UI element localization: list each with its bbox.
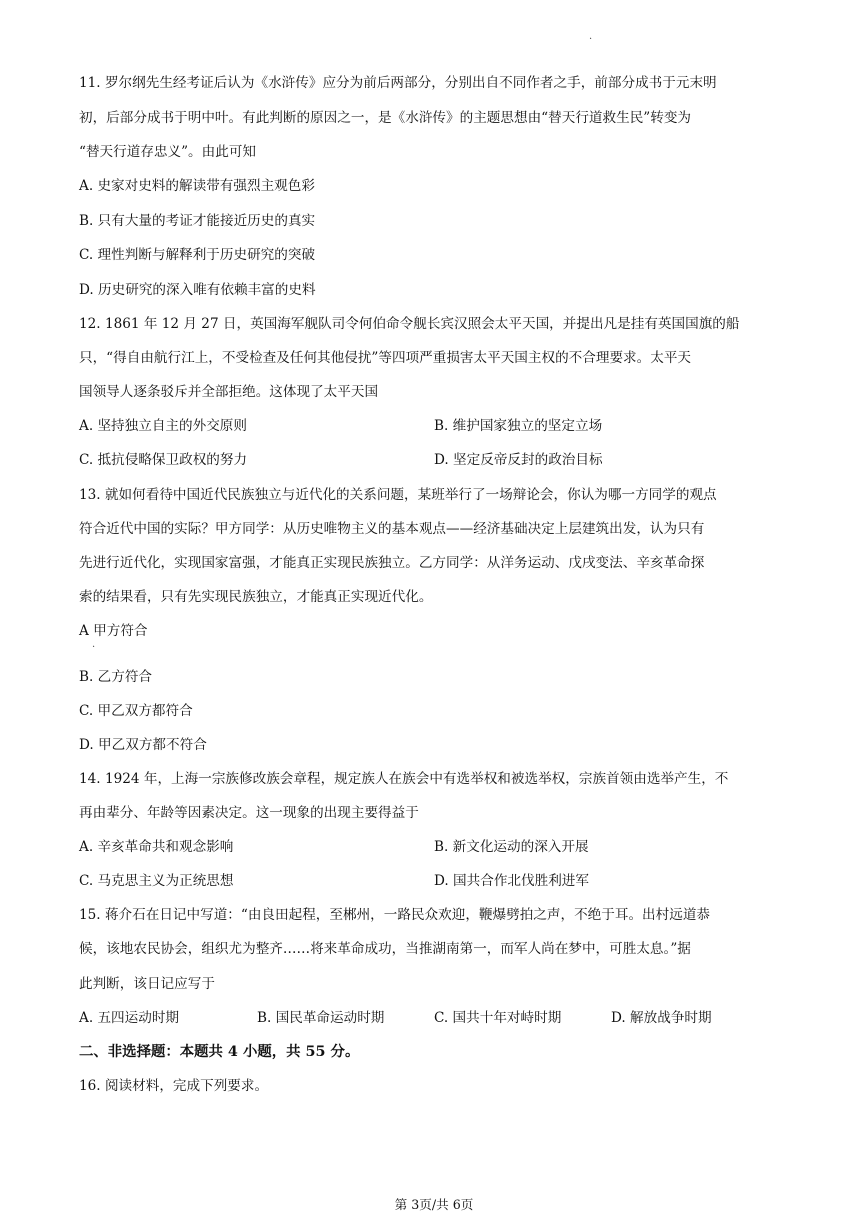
section-heading: 二、非选择题：本题共 4 小题，共 55 分。 bbox=[79, 1043, 360, 1060]
option-a: A 甲方符合 bbox=[79, 623, 148, 639]
question-text-line: 13. 就如何看待中国近代民族独立与近代化的关系问题，某班举行了一场辩论会，你认为哪一方同学的观点 bbox=[79, 487, 717, 503]
option-d: D. 历史研究的深入唯有依赖丰富的史料 bbox=[79, 282, 316, 298]
option-c: C. 甲乙双方都符合 bbox=[79, 703, 193, 719]
option-d: D. 甲乙双方都不符合 bbox=[79, 737, 207, 753]
question-text-line: 符合近代中国的实际？甲方同学：从历史唯物主义的基本观点——经济基础决定上层建筑出发，认为只有 bbox=[79, 521, 705, 537]
question-text-line: 候，该地农民协会，组织尤为整齐……将来革命成功，当推湖南第一，而军人尚在梦中，可胜太息。”据 bbox=[79, 941, 691, 957]
option-c: C. 国共十年对峙时期 bbox=[434, 1010, 562, 1026]
question-text-line: “替天行道存忠义”。由此可知 bbox=[79, 144, 257, 160]
page-footer: 第 3页/共 6页 bbox=[394, 1197, 474, 1212]
option-b: B. 乙方符合 bbox=[79, 669, 153, 685]
question-text-line: 先进行近代化，实现国家富强，才能真正实现民族独立。乙方同学：从洋务运动、戊戌变法、辛亥革命探 bbox=[79, 555, 705, 571]
question-text-line: 只，“得自由航行江上，不受检查及任何其他侵扰”等四项严重损害太平天国主权的不合理要求。太平天 bbox=[79, 350, 692, 366]
option-d: D. 解放战争时期 bbox=[611, 1010, 712, 1026]
scan-dot: · bbox=[92, 642, 96, 653]
question-16-text: 16. 阅读材料，完成下列要求。 bbox=[79, 1078, 269, 1094]
option-b: B. 新文化运动的深入开展 bbox=[434, 839, 589, 855]
question-text-line: 14. 1924 年，上海一宗族修改族会章程，规定族人在族会中有选举权和被选举权，宗族首领由选举产生，不 bbox=[79, 771, 729, 787]
question-text-line: 15. 蒋介石在日记中写道：“由良田起程，至郴州，一路民众欢迎，鞭爆劈拍之声，不绝于耳。出村远道恭 bbox=[79, 907, 711, 923]
option-d: D. 国共合作北伐胜利进军 bbox=[434, 873, 589, 889]
option-a: A. 辛亥革命共和观念影响 bbox=[79, 839, 234, 855]
option-c: C. 理性判断与解释利于历史研究的突破 bbox=[79, 247, 316, 263]
question-text-line: 索的结果看，只有先实现民族独立，才能真正实现近代化。 bbox=[79, 589, 433, 605]
option-d: D. 坚定反帝反封的政治目标 bbox=[434, 452, 603, 468]
question-text-line: 11. 罗尔纲先生经考证后认为《水浒传》应分为前后两部分，分别出自不同作者之手，前部分成书于元末明 bbox=[79, 75, 717, 91]
option-a: A. 坚持独立自主的外交原则 bbox=[79, 418, 247, 434]
scan-dot: · bbox=[589, 34, 593, 45]
question-text-line: 再由辈分、年龄等因素决定。这一现象的出现主要得益于 bbox=[79, 805, 419, 821]
option-c: C. 抵抗侵略保卫政权的努力 bbox=[79, 452, 248, 468]
option-a: A. 五四运动时期 bbox=[79, 1010, 180, 1026]
option-a: A. 史家对史料的解读带有强烈主观色彩 bbox=[79, 178, 315, 194]
question-text-line: 初，后部分成书于明中叶。有此判断的原因之一，是《水浒传》的主题思想由“替天行道救生民”转变为 bbox=[79, 110, 692, 126]
question-text-line: 国领导人逐条驳斥并全部拒绝。这体现了太平天国 bbox=[79, 384, 379, 400]
option-b: B. 只有大量的考证才能接近历史的真实 bbox=[79, 213, 316, 229]
option-b: B. 维护国家独立的坚定立场 bbox=[434, 418, 603, 434]
option-c: C. 马克思主义为正统思想 bbox=[79, 873, 234, 889]
question-text-line: 12. 1861 年 12 月 27 日，英国海军舰队司令何伯命令舰长宾汉照会太平天国，并提出凡是挂有英国国旗的船 bbox=[79, 316, 740, 332]
question-text-line: 此判断，该日记应写于 bbox=[79, 976, 215, 992]
option-b: B. 国民革命运动时期 bbox=[257, 1010, 385, 1026]
